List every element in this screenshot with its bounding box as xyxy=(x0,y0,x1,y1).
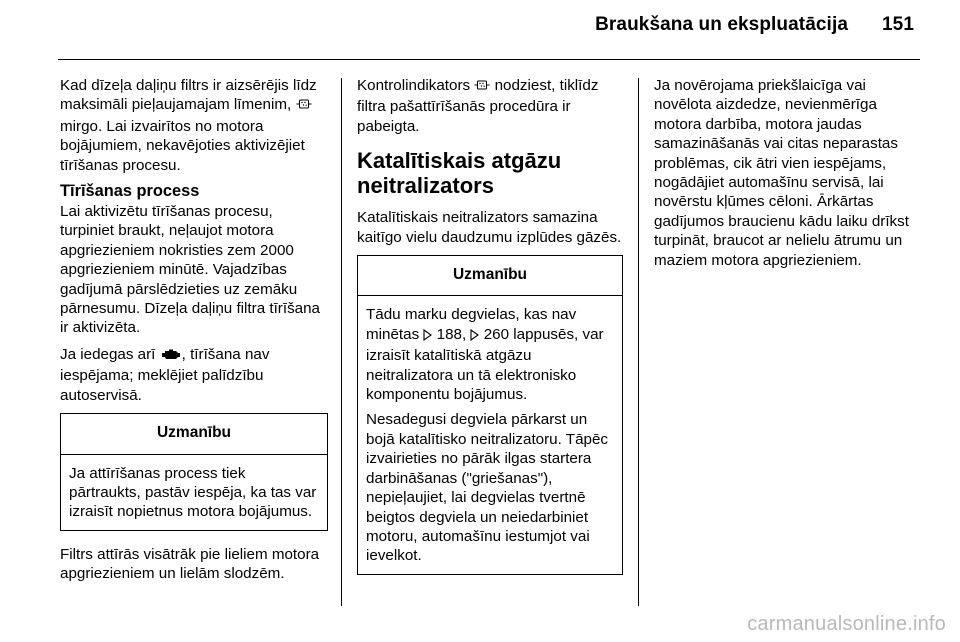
header-title: Braukšana un ekspluatācija xyxy=(595,14,848,35)
watermark: carmanualsonline.info xyxy=(747,613,946,635)
notice-title: Uzmanību xyxy=(358,256,622,296)
col2-paragraph-2: Katalītiskais neitralizators samazina kaitīgo vielu daudzumu izplūdes gāzēs. xyxy=(357,209,622,246)
page-reference-triangle-icon[interactable] xyxy=(470,327,479,346)
notice-paragraph-2: Nesadegusi degviela pārkarst un bojā katalītisko neitralizatoru. Tāpēc izvairieties no pārāk ilgas startera darbināšanas ("griešanas"), nepieļaujiet, lai degvielas tvertnē beigtos degviela un neiedarbiniet motoru, automašīnu iestumjot vai ievelkot. xyxy=(366,411,609,565)
column-divider-2 xyxy=(638,78,639,606)
section-heading-catalytic-converter: Katalītiskais atgāzu neitralizators xyxy=(357,148,562,199)
col1-paragraph-1: Kad dīzeļa daļiņu filtrs ir aizsērējis līdz maksimāli pieļaujamajam līmenim, mirgo. Lai izvairītos no motora bojājumiem, nekavējoties aktivizējiet tīrīšanas procesu. xyxy=(60,77,317,174)
column-divider-1 xyxy=(341,78,342,606)
col2-paragraph-1: Kontrolindikators nodziest, tiklīdz filtra pašattīrīšanās procedūra ir pabeigta. xyxy=(357,77,599,135)
page-number: 151 xyxy=(881,14,914,35)
notice-text: Ja attīrīšanas process tiek pārtraukts, pastāv iespēja, ka tas var izraisīt nopietnus motora bojājumus. xyxy=(69,464,317,521)
notice-paragraph-1: Tādu marku degvielas, kas nav minētas 188, 260 lappusēs, var izraisīt katalītiskā atgāzu neitralizatora un tā elektronisko komponentu bojājumus. xyxy=(366,306,604,404)
column-3 xyxy=(654,76,924,277)
column-1 xyxy=(60,76,328,591)
notice-box-2 xyxy=(357,255,623,575)
diesel-particulate-filter-icon xyxy=(474,78,490,97)
page-reference-triangle-icon[interactable] xyxy=(423,327,432,346)
notice-title: Uzmanību xyxy=(61,414,327,454)
notice-box-1 xyxy=(60,413,328,531)
col1-paragraph-4: Filtrs attīrās visātrāk pie lieliem motora apgriezieniem un lielām slodzēm. xyxy=(60,545,320,583)
col3-paragraph-1: Ja novērojama priekšlaicīga vai novēlota aizdedze, nevienmērīga motora darbība, motora jaudas samazināšanās vai citas neparastas problēmas, cik ātri vien iespējams, nogādājiet automašīnu servisā, lai novērstu kļūmes cēloni. Ārkārtas gadījumos braucienu kādu laiku drīkst turpināt, braucot ar nelielu ātrumu un maziem motora apgriezieniem. xyxy=(654,77,909,269)
header-rule xyxy=(58,59,920,60)
page-header xyxy=(595,14,914,36)
col1-paragraph-3: Ja iedegas arī , tīrīšana nav iespējama; meklējiet palīdzību autoservisā. xyxy=(60,345,270,404)
diesel-particulate-filter-icon xyxy=(296,97,312,116)
section-heading-cleaning: Tīrīšanas process xyxy=(60,182,200,201)
check-engine-icon xyxy=(160,347,182,366)
page-reference-link[interactable]: 188, xyxy=(436,325,467,343)
col1-paragraph-2: Lai aktivizētu tīrīšanas procesu, turpiniet braukt, neļaujot motora apgriezieniem nokristies zem 2000 apgriezieniem minūtē. Vajadzības gadījumā pārslēdzieties uz zemāku pārnesumu. Dīzeļa daļiņu filtra tīrīšana ir aktivizēta. xyxy=(60,203,321,337)
column-2 xyxy=(357,76,623,589)
